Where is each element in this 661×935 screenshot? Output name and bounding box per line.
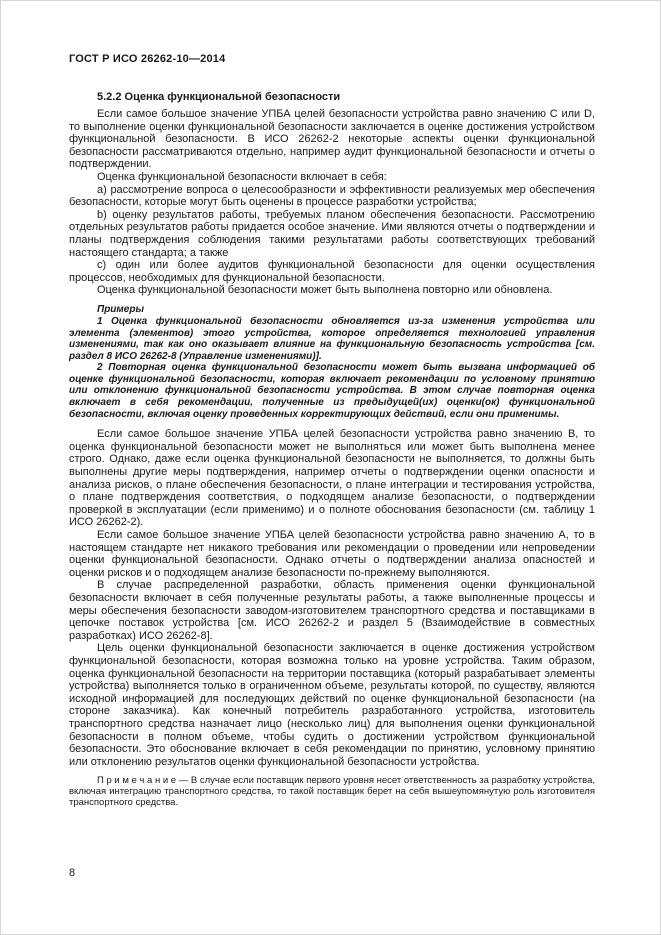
running-header: ГОСТ Р ИСО 26262-10—2014 <box>69 53 226 65</box>
example-1: 1 Оценка функциональной безопасности обновляется из-за изменения устройства или элемента (элементов) этого устройства, которое определяется технологией управления изменениями, так как оно оказывает влияние на функциональную безопасность устройства [см. раздел 8 ИСО 26262-8 (Управление изменениями)]. <box>69 315 595 362</box>
paragraph: Если самое большое значение УПБА целей безопасности устройства равно значению C или D, то выполнение оценки функциональной безопасности заключается в оценке достижения устройством функциональной безопасности. В ИСО 26262-2 некоторые аспекты оценки функциональной безопасности рассматриваются отдельно, например аудит функциональной безопасности и отчеты о подтверждении. <box>69 108 595 171</box>
paragraph: Если самое большое значение УПБА целей безопасности устройства равно значению A, то в настоящем стандарте нет никакого требования или рекомендации о проведении или непроведении оценки функциональной безопасности. Однако отчеты о подтверждении анализа опасностей и оценки рисков и о подходящем анализе безопасности по-прежнему выполняются. <box>69 529 595 579</box>
list-item-b: b) оценку результатов работы, требуемых планом обеспечения безопасности. Рассмотрению отдельных результатов работы придается особое значение. Ими являются отчеты о подтверждении и планы подтверждения соблюдения такими результатами работы соответствующих требований настоящего стандарта; а также <box>69 208 595 259</box>
paragraph: В случае распределенной разработки, область применения оценки функциональной безопасности включает в себя полученные результаты работы, а также выполненные процессы и меры обеспечения безопасности заводом-изготовителем транспортного средства и поставщиками в цепочке поставок устройства [см. ИСО 26262-2 и раздел 5 (Взаимодействие в совместных разработках) ИСО 26262-8]. <box>69 579 595 642</box>
section-heading: 5.2.2 Оценка функциональной безопасности <box>97 91 341 103</box>
page-number: 8 <box>69 867 76 879</box>
paragraph: Оценка функциональной безопасности включает в себя: <box>97 170 387 183</box>
paragraph: Оценка функциональной безопасности может быть выполнена повторно или обновлена. <box>97 284 553 297</box>
list-item-a: a) рассмотрение вопроса о целесообразности и эффективности реализуемых мер обеспечения безопасности, которые могут быть оценены в процессе разработки устройства; <box>69 183 595 209</box>
note: П р и м е ч а н и е — В случае если поставщик первого уровня несет ответственность за разработку устройства, включая интеграцию транспортного средства, то такой поставщик берет на себя вышеупомянутую роль изготовителя транспортного средства. <box>69 775 595 808</box>
paragraph: Цель оценки функциональной безопасности заключается в оценке достижения устройством функциональной безопасности, которая возможна только на уровне устройства. Таким образом, оценка функциональной безопасности на территории поставщика (который разрабатывает элементы устройства) выполняется только в ограниченном объеме, результаты которой, по существу, являются исходной информацией для последующих действий по оценке функциональной безопасности (на стороне заказчика). Как конечный потребитель разработанного устройства, изготовитель транспортного средства назначает лицо (несколько лиц) для выполнения оценки функциональной безопасности в полном объеме, чтобы судить о достижении устройством функциональной безопасности. Это обоснование включает в себя рекомендации по принятию, условному принятию или отклонению результатов оценки функциональной безопасности устройства. <box>69 642 595 768</box>
paragraph: Если самое большое значение УПБА целей безопасности устройства равно значению B, то оценка функциональной безопасности может не выполняться или может быть выполнена менее строго. Однако, даже если оценка функциональной безопасности не выполняется, то должны быть выполнены другие меры подтверждения, например отчеты о подтверждении оценки опасности и анализа рисков, о плане обеспечения безопасности, о плане интеграции и тестирования устройства, о плане подтверждения соответствия, о подходящем анализе безопасности, о подтверждении проверкой в эксплуатации (если применимо) и о полноте обоснования безопасности (см. таблицу 1 ИСО 26262-2). <box>69 428 595 529</box>
list-item-c: c) один или более аудитов функциональной безопасности для оценки осуществления процессов, необходимых для функциональной безопасности. <box>69 259 595 284</box>
example-2: 2 Повторная оценка функциональной безопасности может быть вызвана информацией об оценке функциональной безопасности, которая включает рекомендации по условному принятию или отклонению функциональной безопасности устройства. В этом случае повторная оценка включает в себя рекомендации, полученные из предыдущей(их) оценки(ок) функциональной безопасности, включая оценку проведенных корректирующих действий, если они применимы. <box>69 362 595 420</box>
document-content <box>69 91 595 809</box>
examples-label: Примеры <box>97 303 145 315</box>
examples-block <box>69 304 595 420</box>
